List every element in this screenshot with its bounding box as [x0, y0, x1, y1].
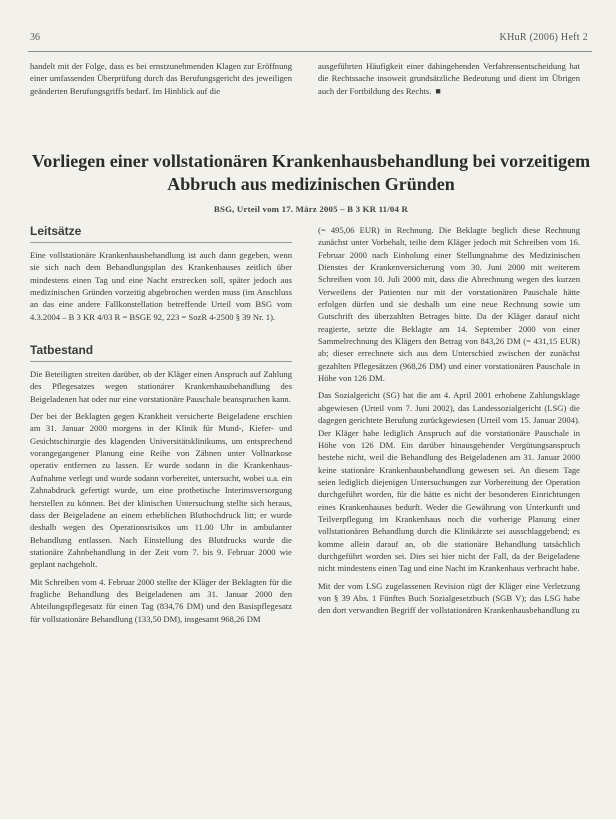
right-paragraph-3: Mit der vom LSG zugelassenen Revision rügt der Kläger eine Verletzung von § 39 Abs. 1 Fünftes Buch Sozialgesetzbuch (SGB V); das LSG habe den dort verwandten Begriff der vollstationären Krankenhausbehandlung zu: [318, 580, 580, 616]
right-paragraph-1: (= 495,06 EUR) in Rechnung. Die Beklagte beglich diese Rechnung zunächst unter Vorbehalt, teilte dem Kläger jedoch mit Schreiben vom 16. Februar 2000 nach Einholung einer Stellungnahme des Medizinischen Dienstes der Krankenversicherung vom 30. Juni 2000 mit weiterem Schreiben vom 10. Juli 2000 mit, dass die Abrechnung wegen des kurzen Verweilens der Patienten nur mit der vorstationären Pauschale hätte erfolgen dürfen und sie deshalb um eine neue Rechnung sowie um Gutschrift des überzahlten Betrages bitte. Da der Kläger darauf nicht reagierte, setzte die Beklagte am 14. September 2000 von einer Sammelrechnung des Klägers den Betrag von 843,26 DM (= 431,15 EUR) ab; dieser errechnete sich aus dem Unterschied zwischen der zunächst gezahlten Pflegesätzen (968,26 DM) und einer vorstationären Pauschale in Höhe von 126 DM.: [318, 225, 580, 384]
section-heading-tatbestand: Tatbestand: [30, 343, 292, 362]
previous-article-text-right: [318, 60, 580, 97]
previous-article-right-column: [318, 60, 580, 97]
court-citation: BSG, Urteil vom 17. März 2005 – B 3 KR 11/04 R: [213, 204, 409, 214]
page-number: 36: [30, 32, 40, 43]
article-title: Vorliegen einer vollstationären Krankenhausbehandlung bei vorzeitigem Abbruch aus medizinischen Gründen: [31, 151, 591, 194]
running-head: KHuR (2006) Heft 2: [499, 32, 588, 43]
previous-article-text-left: handelt mit der Folge, dass es bei ernstzunehmenden Klagen zur Eröffnung einer umfassenden Überprüfung durch das Berufungsgericht des jeweiligen geänderten Berufungsgriffs bedarf. Im Hinblick auf die: [30, 61, 292, 96]
article-header: [30, 150, 592, 214]
previous-article-left-column: [30, 60, 292, 97]
leitsaetze-text: Eine vollstationäre Krankenhausbehandlung ist auch dann gegeben, wenn sie sich nach dem Behandlungsplan des Krankenhauses zeitlich über mindestens einen Tag und eine Nacht erstrecken soll, später jedoch aus medizinischen Gründen vorzeitig abgebrochen werden muss (im Anschluss an das eine andere Fallkonstellation betreffende Urteil vom BSG vom 4.3.2004 – B 3 KR 4/03 R = BSGE 92, 223 = SozR 4-2500 § 39 Nr. 1).: [30, 250, 292, 322]
tatbestand-paragraph-1: Die Beteiligten streiten darüber, ob der Kläger einen Anspruch auf Zahlung des Pflegesatzes wegen stationärer Krankenhausbehandlung des Beigeladenen hat oder nur eine vorstationäre Pauschale beanspruchen kann.: [30, 369, 292, 404]
end-of-article-mark: ■: [435, 85, 441, 96]
tatbestand-paragraph-3: Mit Schreiben vom 4. Februar 2000 stellte der Kläger der Beklagten für die fragliche Behandlung des Beigeladenen am 31. Januar 2000 den Abteilungspflegesatz für einen Tag (834,76 DM) und den Basispflegesatz für vollstationäre Behandlung (133,50 DM), insgesamt 968,26 DM: [30, 576, 292, 624]
article-left-column: [30, 224, 292, 625]
tatbestand-paragraph-2: Der bei der Beklagten gegen Krankheit versicherte Beigeladene erschien am 31. Januar 2000 morgens in der Klinik für Mund-, Kiefer- und Gesichtschirurgie des klagenden Universitätsklinikums, um entsprechend vorangegangener Planung eine Reihe von Zähnen unter Vollnarkose operativ entfernen zu lassen. Er wurde sodann in die Krankenhaus-Aufnahme verlegt und wurde sodann vorbereitet, untersucht, wobei u.a. ein Zahnabdruck gefertigt wurde, um eine prothetische Interimsversorgung herstellen zu können. Bei der klinischen Untersuchung stellte sich heraus, dass der Beigeladene an einem erheblichen Bluthochdruck litt; er wurde deshalb wegen des Operationsrisikos um 11.00 Uhr in ambulanter Behandlung entlassen. Nach Einstellung des Blutdrucks wurde die stationäre Zahnbehandlung in der Zeit vom 7. bis 9. Februar 2000 wie geplant nachgeholt.: [30, 411, 292, 570]
previous-article-text-right-body: ausgeführten Häufigkeit einer dahingehenden Verfahrensentscheidung hat die Rechtssache insoweit grundsätzliche Bedeutung und dient im Übrigen auch der Fortbildung des Rechts.: [318, 61, 580, 96]
right-paragraph-2: Das Sozialgericht (SG) hat die am 4. April 2001 erhobene Zahlungsklage abgewiesen (Urteil vom 7. Juni 2002), das Landessozialgericht (LSG) die dagegen gerichtete Berufung zurückgewiesen (Urteil vom 15. Januar 2004). Der Kläger habe lediglich Anspruch auf die vorstationäre Pauschale in Höhe von 126 DM. Ein darüber hinausgehender Vergütungsanspruch bestehe nicht, weil die Behandlung des Beigeladenen am 31. Januar 2000 keine stationäre Krankenhausbehandlung gewesen sei. An diesem Tage seien lediglich diejenigen Untersuchungen zur Vorbereitung der Operation durchgeführt worden, für die hätte es nicht der besonderen Einrichtungen eines Krankenhauses bedurft. Weder die Gewährung von Unterkunft und Teilverpflegung im Krankenhaus noch die vorherige Planung einer vollstationären Behandlung durch die Klinikärzte sei ausschlaggebend; es komme allein darauf an, ob die stationäre Behandlung tatsächlich durchgeführt worden sei. Dies sei hier nicht der Fall, da der Beigeladene nicht mindestens einen Tag und eine Nacht im Krankenhaus verbracht habe.: [318, 390, 580, 574]
section-heading-leitsaetze: Leitsätze: [30, 224, 292, 243]
header-rule: [28, 51, 592, 52]
section-spacer: [30, 323, 292, 343]
article-right-column: [318, 224, 580, 617]
